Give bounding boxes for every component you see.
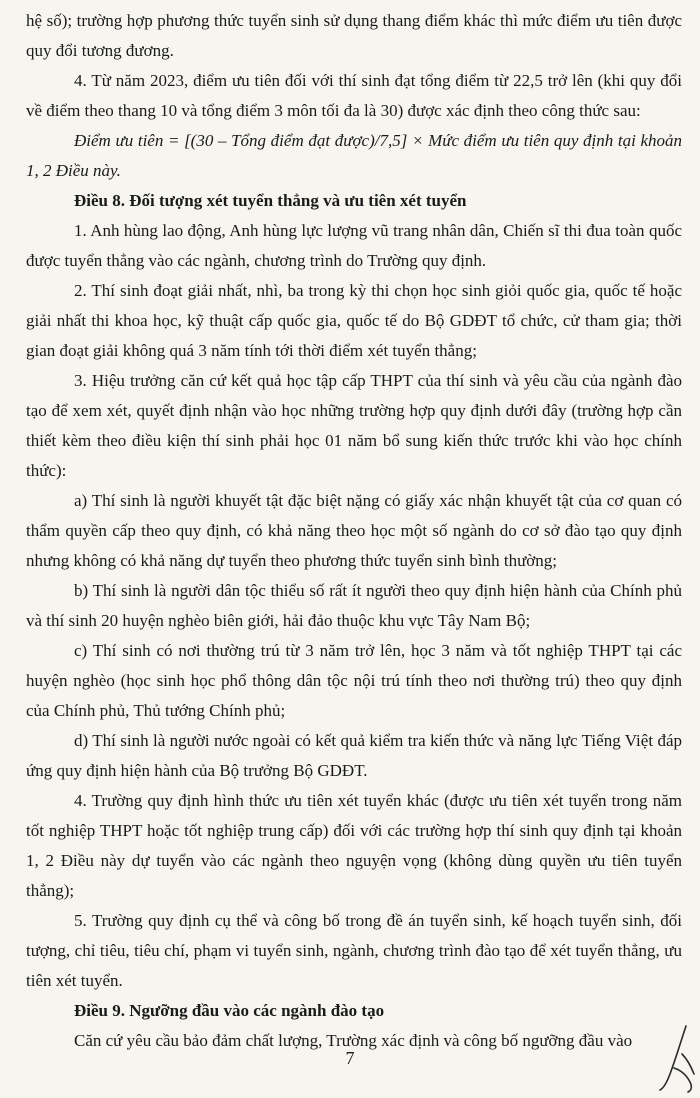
article-8-heading: Điều 8. Đối tượng xét tuyển thẳng và ưu tiên xét tuyển	[74, 191, 467, 210]
paragraph-clause-4-priority-points: 4. Từ năm 2023, điểm ưu tiên đối với thí sinh đạt tổng điểm từ 22,5 trở lên (khi quy đổi về điểm theo thang 10 và tổng điểm 3 môn tối đa là 30) được xác định theo công thức sau:	[26, 71, 682, 120]
paragraph-continuation: hệ số); trường hợp phương thức tuyển sinh sử dụng thang điểm khác thì mức điểm ưu tiên được quy đổi tương đương.	[26, 11, 682, 60]
page-number: 7	[345, 1048, 355, 1068]
article-8-clause-3b: b) Thí sinh là người dân tộc thiểu số rất ít người theo quy định hiện hành của Chính phủ và thí sinh 20 huyện nghèo biên giới, hải đảo thuộc khu vực Tây Nam Bộ;	[26, 581, 682, 630]
article-8-clause-2: 2. Thí sinh đoạt giải nhất, nhì, ba trong kỳ thi chọn học sinh giỏi quốc gia, quốc tế hoặc giải nhất thi khoa học, kỹ thuật cấp quốc gia, quốc tế do Bộ GDĐT tổ chức, cử tham gia; thời gian đoạt giải không quá 3 năm tính tới thời điểm xét tuyển thẳng;	[26, 281, 682, 360]
formula-priority-points: Điểm ưu tiên = [(30 – Tổng điểm đạt được)/7,5] × Mức điểm ưu tiên quy định tại khoản 1, 2 Điều này.	[26, 131, 682, 180]
article-8-clause-3d: d) Thí sinh là người nước ngoài có kết quả kiểm tra kiến thức và năng lực Tiếng Việt đáp ứng quy định hiện hành của Bộ trưởng Bộ GDĐT.	[26, 731, 682, 780]
article-9-heading: Điều 9. Ngưỡng đầu vào các ngành đào tạo	[74, 1001, 385, 1020]
article-8-clause-3a: a) Thí sinh là người khuyết tật đặc biệt nặng có giấy xác nhận khuyết tật của cơ quan có thẩm quyền cấp theo quy định, có khả năng theo học một số ngành do cơ sở đào tạo quy định nhưng không có khả năng dự tuyển theo phương thức tuyển sinh bình thường;	[26, 491, 682, 570]
signature-mark	[656, 1024, 696, 1094]
document-body	[26, 6, 682, 1056]
article-8-clause-4: 4. Trường quy định hình thức ưu tiên xét tuyển khác (được ưu tiên xét tuyển trong năm tốt nghiệp THPT hoặc tốt nghiệp trung cấp) đối với các trường hợp thí sinh quy định tại khoản 1, 2 Điều này dự tuyển vào các ngành theo nguyện vọng (không dùng quyền ưu tiên tuyển thẳng);	[26, 791, 682, 900]
article-8-clause-1: 1. Anh hùng lao động, Anh hùng lực lượng vũ trang nhân dân, Chiến sĩ thi đua toàn quốc được tuyển thẳng vào các ngành, chương trình do Trường quy định.	[26, 221, 682, 270]
article-9-paragraph: Căn cứ yêu cầu bảo đảm chất lượng, Trường xác định và công bố ngưỡng đầu vào	[74, 1031, 633, 1050]
article-8-clause-5: 5. Trường quy định cụ thể và công bố trong đề án tuyển sinh, kế hoạch tuyển sinh, đối tượng, chỉ tiêu, tiêu chí, phạm vi tuyển sinh, ngành, chương trình đào tạo để xét tuyển thẳng, ưu tiên xét tuyển.	[26, 911, 682, 990]
article-8-clause-3c: c) Thí sinh có nơi thường trú từ 3 năm trở lên, học 3 năm và tốt nghiệp THPT tại các huyện nghèo (học sinh học phổ thông dân tộc nội trú tính theo nơi thường trú) theo quy định của Chính phủ, Thủ tướng Chính phủ;	[26, 641, 682, 720]
article-8-clause-3: 3. Hiệu trưởng căn cứ kết quả học tập cấp THPT của thí sinh và yêu cầu của ngành đào tạo để xem xét, quyết định nhận vào học những trường hợp quy định dưới đây (trường hợp cần thiết kèm theo điều kiện thí sinh phải học 01 năm bổ sung kiến thức trước khi vào học chính thức):	[26, 371, 682, 480]
